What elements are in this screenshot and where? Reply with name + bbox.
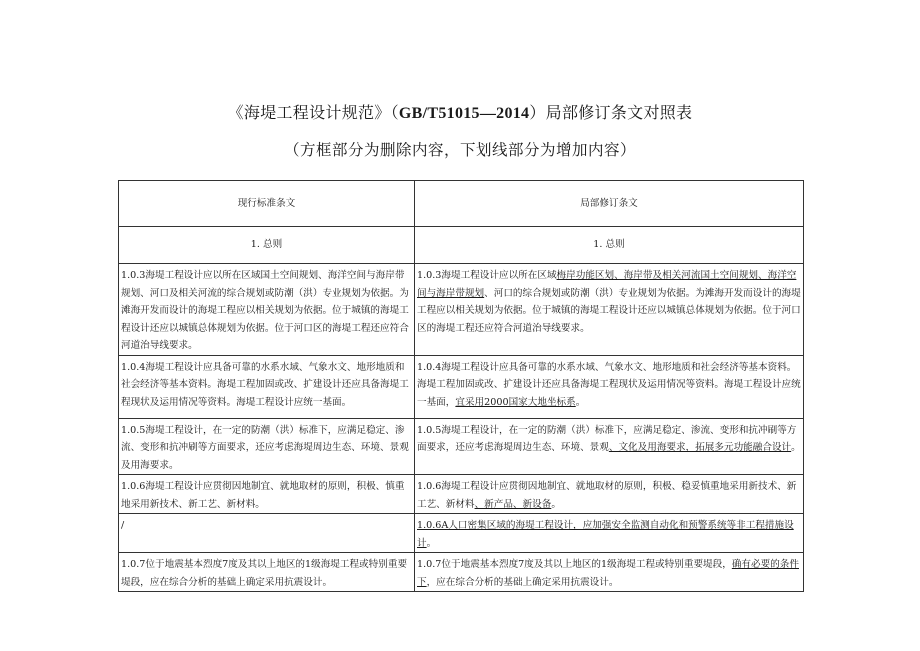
- document-subtitle: （方框部分为删除内容，下划线部分为增加内容）: [283, 141, 636, 159]
- clause-current-1-0-3: 1.0.3海堤工程设计应以所在区域国土空间规划、海洋空间与海岸带规划、河口及相关河流的综合规划或防潮（洪）专业规划为依据。为滩海开发而设计的海堤工程应以相关规划为依据。位于城镇的海堤工程设计还应以城镇总体规划为依据。位于河口区的海堤工程还应符合河道治导线要求。: [119, 264, 415, 356]
- table-row: [119, 475, 804, 514]
- clause-text: 、河口的综合规划或防潮（洪）专业规划为依据。为滩海开发而设计的海堤工程应以相关规划为依据。位于城镇的海堤工程设计还应以城镇总体规划为依据。位于河口区的海堤工程还应符合河道治导线要求。: [417, 287, 801, 334]
- clause-current-1-0-5: 1.0.5海堤工程设计，在一定的防潮（洪）标准下，应满足稳定、渗流、变形和抗冲刷等方面要求，还应考虑海堤周边生态、环境、景观及用海要求。: [119, 418, 415, 475]
- clause-text: 。: [426, 537, 437, 549]
- clause-text: 。: [551, 498, 561, 510]
- table-header-row: [119, 181, 804, 227]
- clause-revised-1-0-6a: [415, 514, 804, 553]
- title-prefix: 《海堤工程设计规范》（: [227, 103, 399, 122]
- table-row: [119, 355, 804, 418]
- table-row: [119, 514, 804, 553]
- clause-text: 1.0.3海堤工程设计应以所在区域: [417, 270, 557, 281]
- header-revised-clause: 局部修订条文: [415, 181, 804, 227]
- table-row: [119, 418, 804, 475]
- clause-current-1-0-6: 1.0.6海堤工程设计应贯彻因地制宜、就地取材的原则，积极、慎重地采用新技术、新工艺、新材料。: [119, 475, 415, 514]
- section-row: [119, 227, 804, 264]
- clause-text: 1.0.4海堤工程设计应具备可靠的水系水域、气象水文、地形地质和社会经济等基本资料。海堤工程加固或改、扩建设计还应具备海堤工程现状及运用情况等资料。海堤工程设计应统一基面，: [417, 361, 801, 408]
- added-text: 确有必要的条件下: [417, 559, 799, 588]
- clause-revised-1-0-5: [415, 418, 804, 475]
- clause-revised-1-0-3: [415, 264, 804, 356]
- added-text: 、新产品、新设备: [474, 498, 552, 510]
- added-text: 宜采用2000国家大地坐标系: [455, 396, 576, 408]
- clause-text: 。: [791, 442, 801, 453]
- title-standard-code: GB/T51015—2014: [398, 105, 530, 122]
- document-title: [0, 100, 920, 123]
- clause-text: ，应在综合分析的基础上确定采用抗震设计。: [426, 576, 619, 588]
- clause-text: 1.0.6海堤工程设计应贯彻因地制宜、就地取材的原则，积极、稳妥慎重地采用新技术、新工艺、新材料: [417, 481, 797, 510]
- clause-text: 。: [575, 396, 586, 408]
- clause-text: 1.0.7位于地震基本烈度7度及其以上地区的1级海堤工程或特别重要堤段，: [417, 559, 732, 570]
- section-revised: 1. 总则: [415, 227, 804, 264]
- table-row: [119, 264, 804, 356]
- clause-revised-1-0-4: [415, 355, 804, 418]
- clause-text: 1.0.5海堤工程设计，在一定的防潮（洪）标准下，应满足稳定、渗流、变形和抗冲刷等方面要求，还应考虑海堤周边生态、环境、景观: [417, 424, 797, 453]
- clause-current-none: /: [119, 514, 415, 553]
- clause-current-1-0-7: 1.0.7位于地震基本烈度7度及其以上地区的1级海堤工程或特别重要堤段，应在综合分析的基础上确定采用抗震设计。: [119, 553, 415, 592]
- header-current-standard: 现行标准条文: [119, 181, 415, 227]
- title-suffix: ）局部修订条文对照表: [529, 103, 693, 122]
- added-text: 国土空间规划、海洋空间与海岸带规划: [417, 270, 797, 299]
- clause-current-1-0-4: 1.0.4海堤工程设计应具备可靠的水系水域、气象水文、地形地质和社会经济等基本资料。海堤工程加固或改、扩建设计还应具备海堤工程现状及运用情况等资料。海堤工程设计应统一基面。: [119, 355, 415, 418]
- revision-comparison-table: [118, 180, 804, 592]
- added-text: 1.0.6A人口密集区域的海堤工程设计，应加强安全监测自动化和预警系统等非工程措施设计: [417, 520, 794, 549]
- section-current: 1. 总则: [119, 227, 415, 264]
- clause-revised-1-0-7: [415, 553, 804, 592]
- added-text: 、文化及用海要求，拓展多元功能融合设计: [608, 442, 792, 453]
- clause-revised-1-0-6: [415, 475, 804, 514]
- added-text: 梅岸功能区划、海岸带及相关河流: [556, 270, 701, 281]
- table-row: [119, 553, 804, 592]
